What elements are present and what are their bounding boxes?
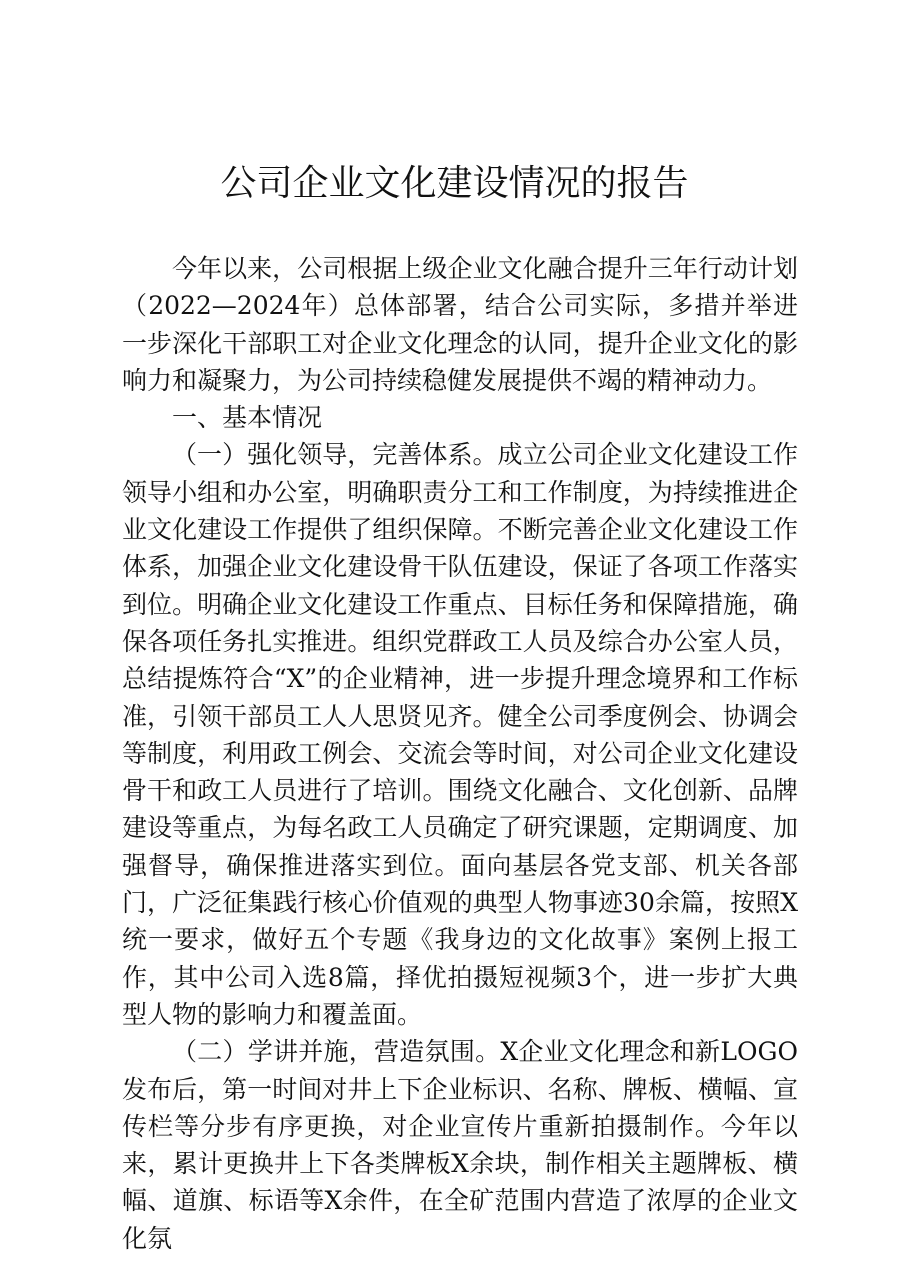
subsection-paragraph-1: （一）强化领导，完善体系。成立公司企业文化建设工作领导小组和办公室，明确职责分工和工作制度，为持续推进企业文化建设工作提供了组织保障。不断完善企业文化建设工作体系，加强企业文化建设骨干队伍建设，保证了各项工作落实到位。明确企业文化建设工作重点、目标任务和保障措施，确保各项任务扎实推进。组织党群政工人员及综合办公室人员，总结提炼符合“X”的企业精神，进一步提升理念境界和工作标准，引领干部员工人人思贤见齐。健全公司季度例会、协调会等制度，利用政工例会、交流会等时间，对公司企业文化建设骨干和政工人员进行了培训。围绕文化融合、文化创新、品牌建设等重点，为每名政工人员确定了研究课题，定期调度、加强督导，确保推进落实到位。面向基层各党支部、机关各部门，广泛征集践行核心价值观的典型人物事迹30余篇，按照X统一要求，做好五个专题《我身边的文化故事》案例上报工作，其中公司入选8篇，择优拍摄短视频3个，进一步扩大典型人物的影响力和覆盖面。 [122,440,798,1029]
document-title: 公司企业文化建设情况的报告 [220,163,689,204]
intro-paragraph: 今年以来，公司根据上级企业文化融合提升三年行动计划（2022—2024年）总体部署，结合公司实际，多措并举进一步深化干部职工对企业文化理念的认同，提升企业文化的影响力和凝聚力，为公司持续稳健发展提供不竭的精神动力。 [122,254,798,395]
section-heading: 一、基本情况 [172,403,323,433]
document-body [122,250,798,1257]
subsection-paragraph-2: （二）学讲并施，营造氛围。X企业文化理念和新LOGO发布后，第一时间对井上下企业标识、名称、牌板、横幅、宣传栏等分步有序更换，对企业宣传片重新拍摄制作。今年以来，累计更换井上下各类牌板X余块，制作相关主题牌板、横幅、道旗、标语等X余件，在全矿范围内营造了浓厚的企业文化氛 [122,1037,798,1253]
